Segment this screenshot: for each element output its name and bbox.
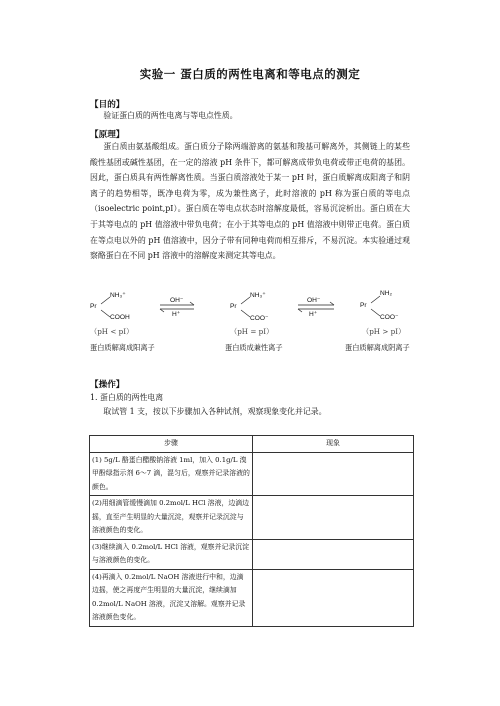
ph-condition-2: （pH = pI）	[230, 327, 274, 336]
observation-cell[interactable]	[252, 496, 413, 540]
arrow-label-h-1: H⁺	[172, 311, 181, 318]
anion-carboxyl-group: COO⁻	[380, 314, 399, 321]
table-row	[90, 496, 414, 540]
table-row	[90, 539, 414, 569]
observation-cell[interactable]	[252, 452, 413, 496]
arrow-label-oh-2: OH⁻	[307, 297, 321, 304]
step-cell: (2)用细滴管缓慢滴加 0.2mol/L HCl 溶液，边滴边摇，直至产生明显的大量沉淀，观察并记录沉淀与溶液颜色的变化。	[90, 496, 253, 540]
anion-caption: 蛋白质解离成阴离子	[345, 343, 410, 352]
operation-subheading: 1. 蛋白质的两性电离	[90, 393, 164, 402]
table-row	[90, 452, 414, 496]
step-cell: (3)继续滴入 0.2mol/L HCl 溶液，观察并记录沉淀与溶液颜色的变化。	[90, 539, 253, 569]
pr-label-3: Pr	[360, 302, 367, 309]
anion-amino-group: NH₂	[380, 290, 393, 297]
page-title: 实验一 蛋白质的两性电离和等电点的测定	[139, 67, 361, 81]
operation-intro: 取试管 1 支，按以下步骤加入各种试剂，观察现象变化并记录。	[103, 407, 327, 416]
arrow-label-oh-1: OH⁻	[170, 297, 184, 304]
cation-caption: 蛋白质解离成阳离子	[90, 343, 155, 352]
table-row	[90, 569, 414, 626]
header-steps: 步骤	[90, 436, 253, 453]
zwitterion-amino-group: NH₃⁺	[250, 292, 266, 299]
cation-carboxyl-group: COOH	[110, 314, 130, 321]
operation-heading: 【操作】	[90, 380, 125, 390]
observation-cell[interactable]	[252, 539, 413, 569]
step-cell: (4)再滴入 0.2mol/L NaOH 溶液进行中和，边滴边摇，使之再度产生明显的大量沉淀，继续滴加 0.2mol/L NaOH 溶液，沉淀又溶解。观察并记录溶液颜色变化。	[90, 569, 253, 626]
steps-table	[89, 435, 414, 627]
purpose-heading: 【目的】	[90, 100, 125, 110]
arrow-label-h-2: H⁺	[309, 311, 318, 318]
principle-heading: 【原理】	[90, 130, 125, 140]
principle-text: 蛋白质由氨基酸组成。蛋白质分子除两端游离的氨基和羧基可解离外，其侧链上的某些酸性基团或碱性基团，在一定的溶液 pH 条件下，都可解离成带负电荷或带正电荷的基团。因此，蛋白质具有两性解离性质。当蛋白质溶液处于某一 pH 时，蛋白质解离成阳离子和阴离子的趋势相等，既净电荷为零，成为兼性离子，此时溶液的 pH 称为蛋白质的等电点（isoelectric point,pI）。蛋白质在等电点状态时溶解度最低，容易沉淀析出。蛋白质在大于其等电点的 pH 值溶液中带负电荷；在小于其等电点的 pH 值溶液中则带正电荷。蛋白质在等点电以外的 pH 值溶液中，因分子带有同种电荷而相互排斥，不易沉淀。本实验通过观察酪蛋白在不同 pH 溶液中的溶解度来测定其等电点。	[90, 142, 410, 261]
purpose-text: 验证蛋白质的两性电离与等电点性质。	[103, 111, 238, 120]
pr-label-1: Pr	[90, 303, 97, 310]
cation-amino-group: NH₃⁺	[110, 292, 126, 299]
zwitterion-carboxyl-group: COO⁻	[250, 315, 269, 322]
table-header-row	[90, 436, 414, 453]
ph-condition-3: （pH > pI）	[362, 327, 406, 336]
zwitterion-caption: 蛋白质成兼性离子	[225, 343, 283, 352]
observation-cell[interactable]	[252, 569, 413, 626]
pr-label-2: Pr	[230, 303, 237, 310]
ionization-scheme	[88, 291, 418, 359]
step-cell: (1) 5g/L 酪蛋白醋酸钠溶液 1ml，加入 0.1g/L 溴甲酚绿指示剂 6～7 滴，混匀后，观察并记录溶液的颜色。	[90, 452, 253, 496]
ph-condition-1: （pH < pI）	[90, 327, 134, 336]
header-observation: 现象	[252, 436, 413, 453]
